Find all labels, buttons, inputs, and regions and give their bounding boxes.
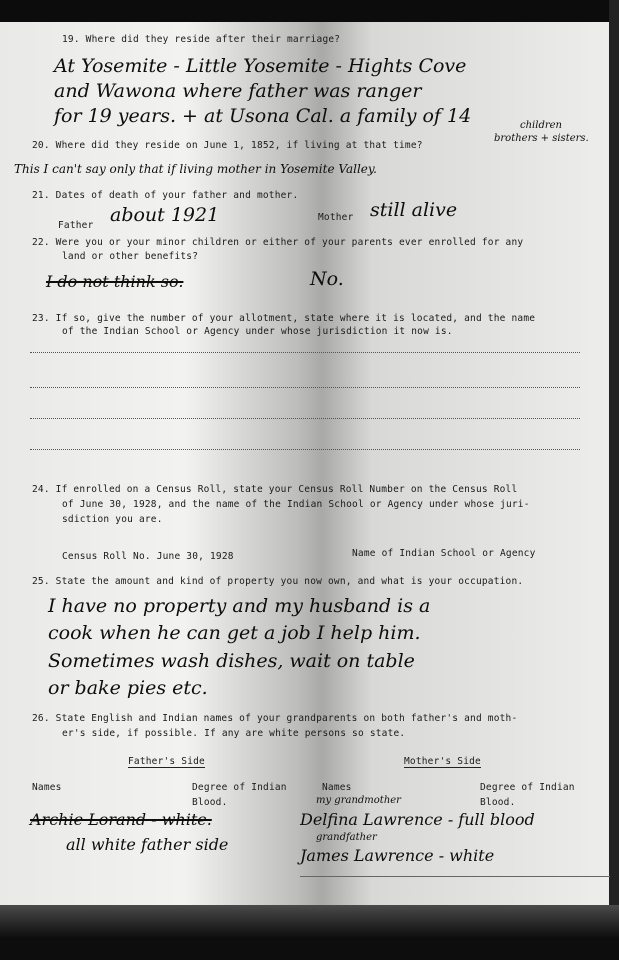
mother-side-note-grandfather: grandfather [316,832,377,843]
q24-school-label: Name of Indian School or Agency [352,548,536,559]
q19-answer-line-1: At Yosemite - Little Yosemite - Hights Cove [54,55,467,77]
q23-text-line-2: of the Indian School or Agency under whose jurisdiction it now is. [62,326,453,337]
q25-answer-line-2: cook when he can get a job I help him. [48,622,421,644]
q19-text: 19. Where did they reside after their marriage? [62,34,341,45]
father-side-header: Father's Side [128,756,205,767]
q24-census-roll-label: Census Roll No. June 30, 1928 [62,551,234,562]
q25-text: 25. State the amount and kind of property you now own, and what is your occupation. [32,576,524,587]
q23-blank-line-2 [30,387,580,388]
q26-text-line-2: er's side, if possible. If any are white persons so state. [62,728,406,739]
mother-side-entry-2: James Lawrence - white [300,846,495,865]
q20-answer: This I can't say only that if living mother in Yosemite Valley. [14,162,377,176]
father-side-struck-entry: Archie Lorand - white. [30,810,212,829]
q23-blank-line-4 [30,449,580,450]
q21-father-label: Father [58,220,94,231]
scan-top-edge [0,0,619,22]
q24-text-line-2: of June 30, 1928, and the name of the Indian School or Agency under whose juri- [62,499,530,510]
mother-names-label: Names [322,782,352,793]
q23-text-line-1: 23. If so, give the number of your allotment, state where it is located, and the name [32,313,536,324]
q19-answer-line-3: for 19 years. + at Usona Cal. a family of 14 [54,105,472,127]
mother-side-header: Mother's Side [404,756,481,767]
q23-blank-line-1 [30,352,580,353]
q24-text-line-3: sdiction you are. [62,514,163,525]
q21-father-value: about 1921 [110,204,220,226]
q26-text-line-1: 26. State English and Indian names of your grandparents on both father's and moth- [32,713,518,724]
mother-side-underline [300,876,610,877]
q21-mother-label: Mother [318,212,354,223]
q22-struck-answer: I do not think so. [46,272,184,291]
q25-answer-line-4: or bake pies etc. [48,677,208,699]
father-side-note: all white father side [66,835,229,854]
q19-answer-line-2: and Wawona where father was ranger [54,80,422,102]
q23-blank-line-3 [30,418,580,419]
q22-text-line-1: 22. Were you or your minor children or either of your parents ever enrolled for any [32,237,524,248]
q22-text-line-2: land or other benefits? [62,251,199,262]
father-names-label: Names [32,782,62,793]
q25-answer-line-3: Sometimes wash dishes, wait on table [48,650,415,672]
mother-side-note-grandmother: my grandmother [316,795,401,806]
q25-answer-line-1: I have no property and my husband is a [48,595,431,617]
q20-note-children: children [520,120,562,131]
mother-side-entry-1: Delfina Lawrence - full blood [300,810,535,829]
q20-note-siblings: brothers + sisters. [494,133,589,144]
father-degree-label-1: Degree of Indian [192,782,287,793]
mother-degree-label-2: Blood. [480,797,516,808]
father-degree-label-2: Blood. [192,797,228,808]
q24-text-line-1: 24. If enrolled on a Census Roll, state your Census Roll Number on the Census Roll [32,484,518,495]
scan-bottom-edge [0,905,619,960]
scan-right-edge [609,0,619,960]
q22-answer: No. [310,268,344,290]
q20-text: 20. Where did they reside on June 1, 1852, if living at that time? [32,140,423,151]
q21-text: 21. Dates of death of your father and mother. [32,190,299,201]
mother-degree-label-1: Degree of Indian [480,782,575,793]
q21-mother-value: still alive [370,199,458,221]
